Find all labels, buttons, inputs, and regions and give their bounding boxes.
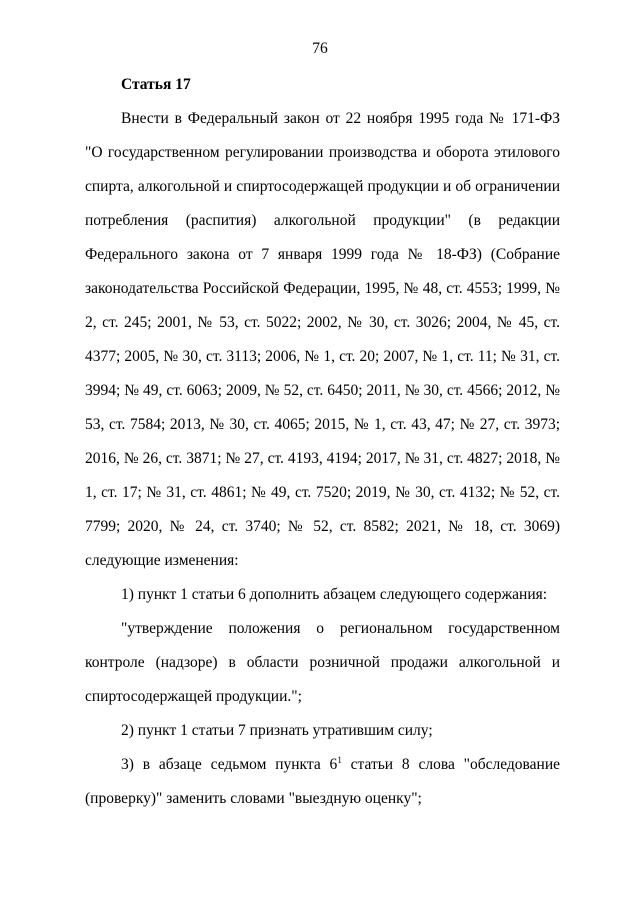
item-1-quote-paragraph: "утверждение положения о региональном государственном контроле (надзоре) в области розничной продажи алкогольной и спиртосодержащей продукции."; — [85, 620, 560, 705]
item-1-paragraph: 1) пункт 1 статьи 6 дополнить абзацем следующего содержания: — [121, 586, 548, 603]
item-3-text-start: 3) в абзаце седьмом пункта 6 — [121, 756, 338, 773]
page-number: 76 — [312, 40, 328, 57]
item-2-paragraph: 2) пункт 1 статьи 7 признать утратившим силу; — [121, 722, 433, 739]
document-body — [85, 68, 560, 816]
item-3-superscript: 1 — [337, 754, 342, 765]
article-intro-paragraph: Внести в Федеральный закон от 22 ноября 1995 года № 171-ФЗ "О государственном регулировании производства и оборота этилового спирта, алкогольной и спиртосодержащей продукции и об ограничении потребления (распития) алкогольной продукции" (в редакции Федерального закона от 7 января 1999 года № 18-ФЗ) (Собрание законодательства Российской Федерации, 1995, № 48, ст. 4553; 1999, № 2, ст. 245; 2001, № 53, ст. 5022; 2002, № 30, ст. 3026; 2004, № 45, ст. 4377; 2005, № 30, ст. 3113; 2006, № 1, ст. 20; 2007, № 1, ст. 11; № 31, ст. 3994; № 49, ст. 6063; 2009, № 52, ст. 6450; 2011, № 30, ст. 4566; 2012, № 53, ст. 7584; 2013, № 30, ст. 4065; 2015, № 1, ст. 43, 47; № 27, ст. 3973; 2016, № 26, ст. 3871; № 27, ст. 4193, 4194; 2017, № 31, ст. 4827; 2018, № 1, ст. 17; № 31, ст. 4861; № 49, ст. 7520; 2019, № 30, ст. 4132; № 52, ст. 7799; 2020, № 24, ст. 3740; № 52, ст. 8582; 2021, № 18, ст. 3069) следующие изменения: — [85, 110, 560, 569]
article-title: Статья 17 — [121, 76, 191, 93]
item-3-text-end: статьи 8 слова "обследование (проверку)" заменить словами "выездную оценку"; — [85, 756, 561, 807]
item-3-paragraph — [85, 748, 560, 816]
